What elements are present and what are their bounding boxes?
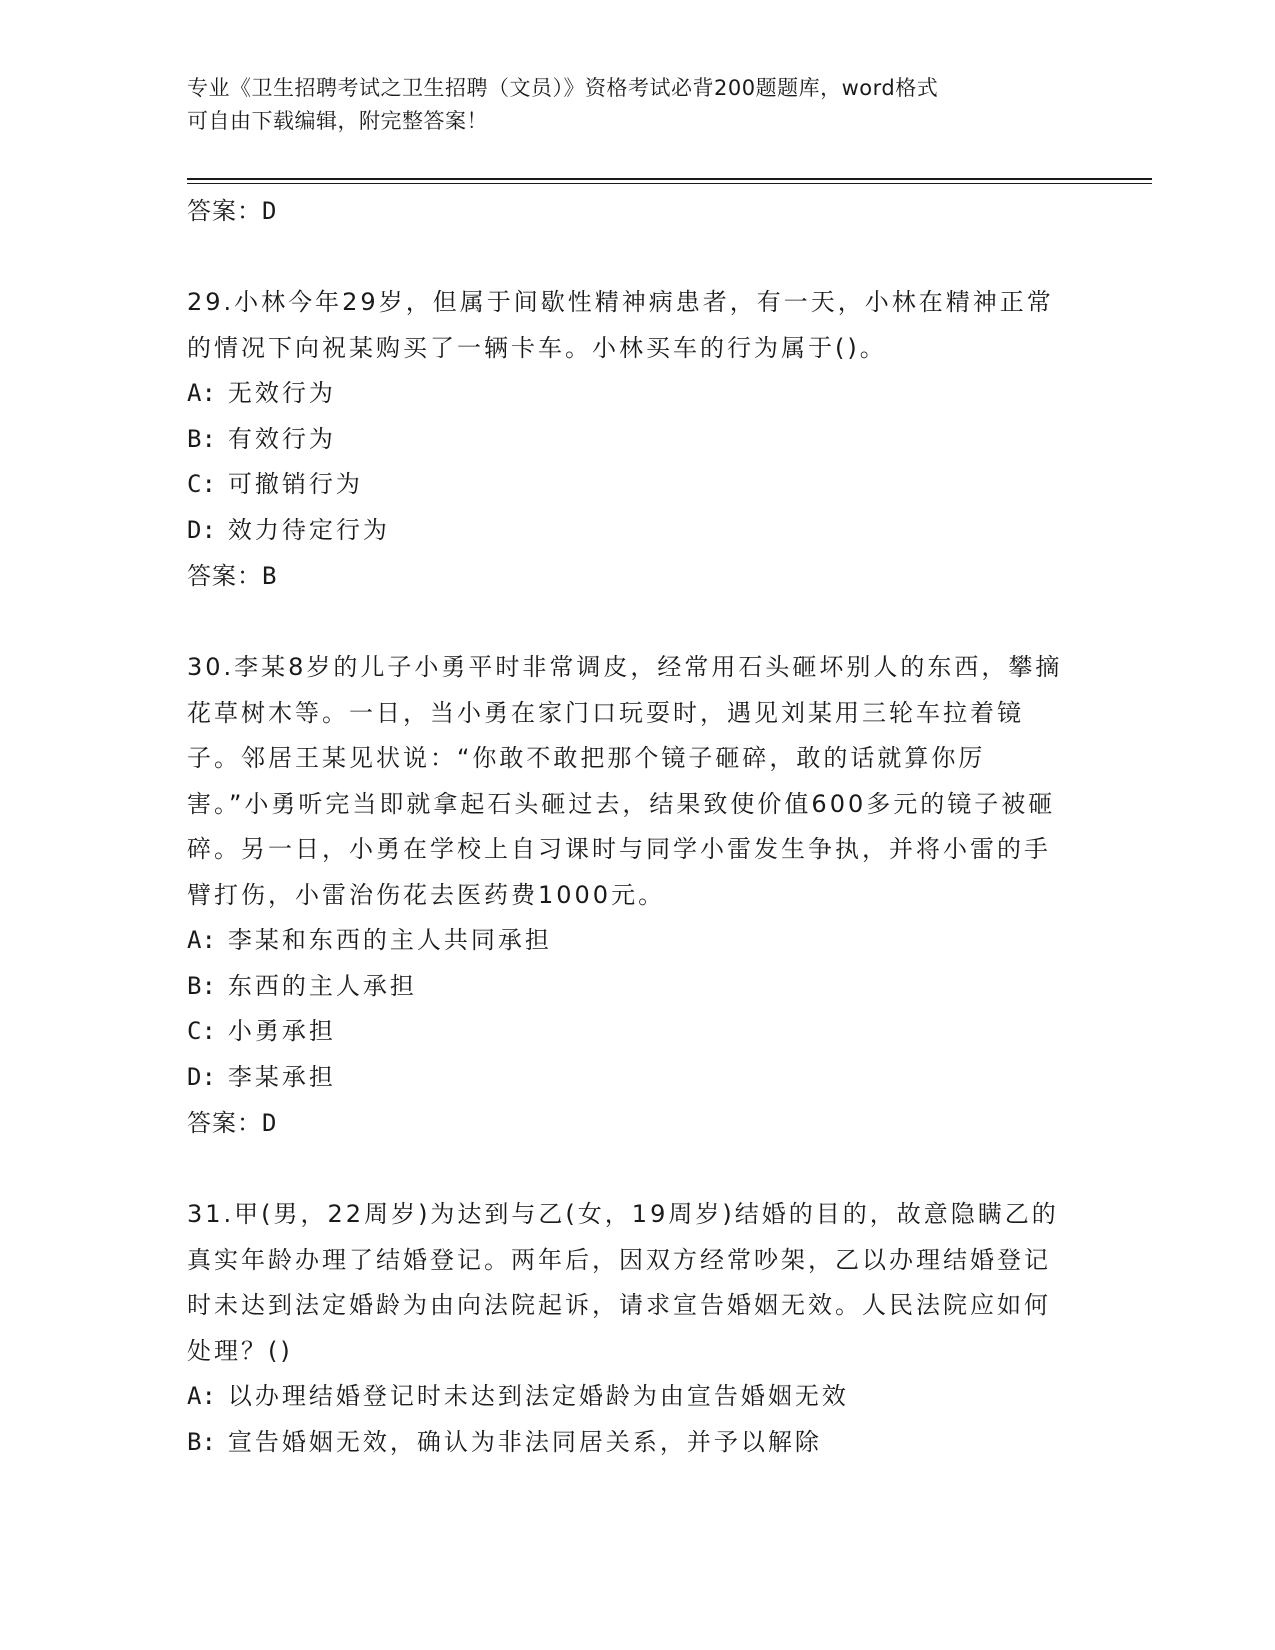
option-letter: D: [187,515,216,544]
option-letter: C: [187,1017,216,1045]
question-stem: 29.小林今年29岁，但属于间歇性精神病患者，有一天，小林在精神正常的情况下向祝某购买了一辆卡车。小林买车的行为属于()。 [187,288,1054,362]
question-stem: 30.李某8岁的儿子小勇平时非常调皮，经常用石头砸坏别人的东西，攀摘花草树木等。一日，当小勇在家门口玩耍时，遇见刘某用三轮车拉着镜子。邻居王某见状说：“你敢不敢把那个镜子砸碎，敢的话就算你厉害。”小勇听完当即就拿起石头砸过去，结果致使价值600多元的镜子被砸碎。另一日，小勇在学校上自习课时与同学小雷发生争执，并将小雷的手臂打伤，小雷治伤花去医药费1000元。 [187,653,1063,909]
option-text: 东西的主人承担 [227,971,417,1000]
document-body [187,188,1067,1465]
question-answer [187,1100,1067,1146]
prev-answer [187,188,1067,234]
spacer [187,1146,1067,1192]
option-text: 可撤销行为 [227,470,363,498]
option-letter: B: [187,424,216,453]
option-text: 有效行为 [227,424,336,453]
option-a [187,918,1067,964]
option-d [187,508,1067,554]
header-divider-thick [187,178,1152,180]
question-answer [187,553,1067,599]
option-letter: A: [187,1382,216,1410]
question-31 [187,1192,1067,1465]
option-letter: A: [187,379,216,407]
option-text: 宣告婚姻无效，确认为非法同居关系，并予以解除 [227,1427,822,1456]
option-text: 以办理结婚登记时未达到法定婚龄为由宣告婚姻无效 [227,1382,849,1410]
answer-value: D [262,197,278,225]
option-text: 无效行为 [227,379,336,407]
answer-label: 答案： [187,562,262,590]
document-header [187,72,1067,138]
header-line-2: 可自由下载编辑，附完整答案！ [187,109,488,133]
answer-value: D [262,1109,278,1137]
option-d [187,1055,1067,1101]
question-29 [187,280,1067,599]
option-text: 李某承担 [227,1062,336,1091]
question-30 [187,645,1067,1146]
option-letter: C: [187,470,216,498]
option-b [187,964,1067,1010]
answer-label: 答案： [187,1109,262,1137]
option-c [187,1009,1067,1055]
option-letter: B: [187,971,216,1000]
header-line-1: 专业《卫生招聘考试之卫生招聘（文员）》资格考试必背200题题库，word格式 [187,76,939,100]
header-divider-thin [187,183,1152,184]
option-letter: D: [187,1062,216,1091]
answer-value: B [262,562,278,590]
spacer [187,234,1067,280]
option-a [187,1374,1067,1420]
option-text: 效力待定行为 [227,515,390,544]
option-a [187,371,1067,417]
question-stem: 31.甲(男，22周岁)为达到与乙(女，19周岁)结婚的目的，故意隐瞒乙的真实年龄办理了结婚登记。两年后，因双方经常吵架，乙以办理结婚登记时未达到法定婚龄为由向法院起诉，请求宣告婚姻无效。人民法院应如何处理？() [187,1200,1059,1365]
spacer [187,599,1067,645]
option-text: 李某和东西的主人共同承担 [227,926,552,954]
option-c [187,462,1067,508]
option-b [187,1420,1067,1466]
answer-label: 答案： [187,197,262,225]
option-letter: B: [187,1427,216,1456]
option-letter: A: [187,926,216,954]
option-text: 小勇承担 [227,1017,336,1045]
option-b [187,417,1067,463]
